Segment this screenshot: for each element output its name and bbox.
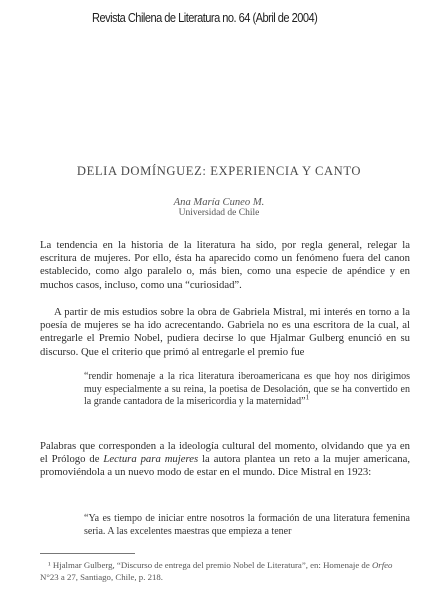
author-affiliation: Universidad de Chile bbox=[178, 208, 260, 218]
block-quote-2: “Ya es tiempo de iniciar entre nosotros la formación de una literatura femenina seria. A las excelentes maestras que empieza a tener bbox=[84, 513, 410, 537]
paragraph-1-text: La tendencia en la historia de la literatura ha sido, por regla general, relegar la escritura de mujeres. Por ello, ésta ha aparecido como un fenómeno fuera del canon establecido, como algo paralelo o, más bien, como una especie de apéndice y en muchos casos, incluso, como una “curiosidad”. bbox=[40, 239, 410, 291]
footnote-divider bbox=[40, 553, 135, 554]
paragraph-2-text: A partir de mis estudios sobre la obra de Gabriela Mistral, mi interés en torno a la poesía de mujeres se ha ido acrecentando. Gabriela no es una escritora de la cual, al entregarle el Premio Nobel, pudiera decirse lo que Hjalmar Gulberg enunció en su discurso. Que el criterio que primó al entregarle el premio fue bbox=[40, 306, 410, 358]
paragraph-3-text-after: la autora plantea un reto a la mujer americana, promoviéndola a un nuevo modo de estar en el mundo. Dice Mistral en 1923: bbox=[40, 453, 410, 479]
paragraph-2 bbox=[40, 306, 410, 359]
footnote-text-before: ¹ Hjalmar Gulberg, “Discurso de entrega del premio Nobel de Literatura”, en: Homenaje de bbox=[48, 560, 372, 570]
block-quote-1-text: “rendir homenaje a la rica literatura iberoamericana es que hoy nos dirigimos muy especialmente a su reina, la poetisa de Desolación, que se ha convertido en la grande cantadora de la misericordia y la maternidad” bbox=[84, 371, 410, 408]
paragraph-3-text-before: Palabras que corresponden a la ideología cultural del momento, olvidando que ya en el Prólogo de bbox=[40, 440, 410, 466]
book-title-italic: Lectura para mujeres bbox=[103, 453, 199, 466]
paragraph-1 bbox=[40, 239, 410, 292]
block-quote-1 bbox=[84, 371, 410, 409]
footnote bbox=[40, 560, 410, 583]
article-title: DELIA DOMÍNGUEZ: EXPERIENCIA Y CANTO bbox=[76, 164, 362, 178]
journal-header: Revista Chilena de Literatura no. 64 (Abril de 2004) bbox=[92, 10, 318, 25]
footnote-marker: 1 bbox=[305, 393, 310, 402]
footnote-text-after: N°23 a 27, Santiago, Chile, p. 218. bbox=[40, 571, 163, 582]
footnote-journal-italic: Orfeo bbox=[371, 560, 393, 570]
paragraph-3-text bbox=[40, 440, 410, 480]
author-name: Ana María Cuneo M. bbox=[173, 197, 265, 208]
paragraph-3 bbox=[40, 440, 410, 480]
